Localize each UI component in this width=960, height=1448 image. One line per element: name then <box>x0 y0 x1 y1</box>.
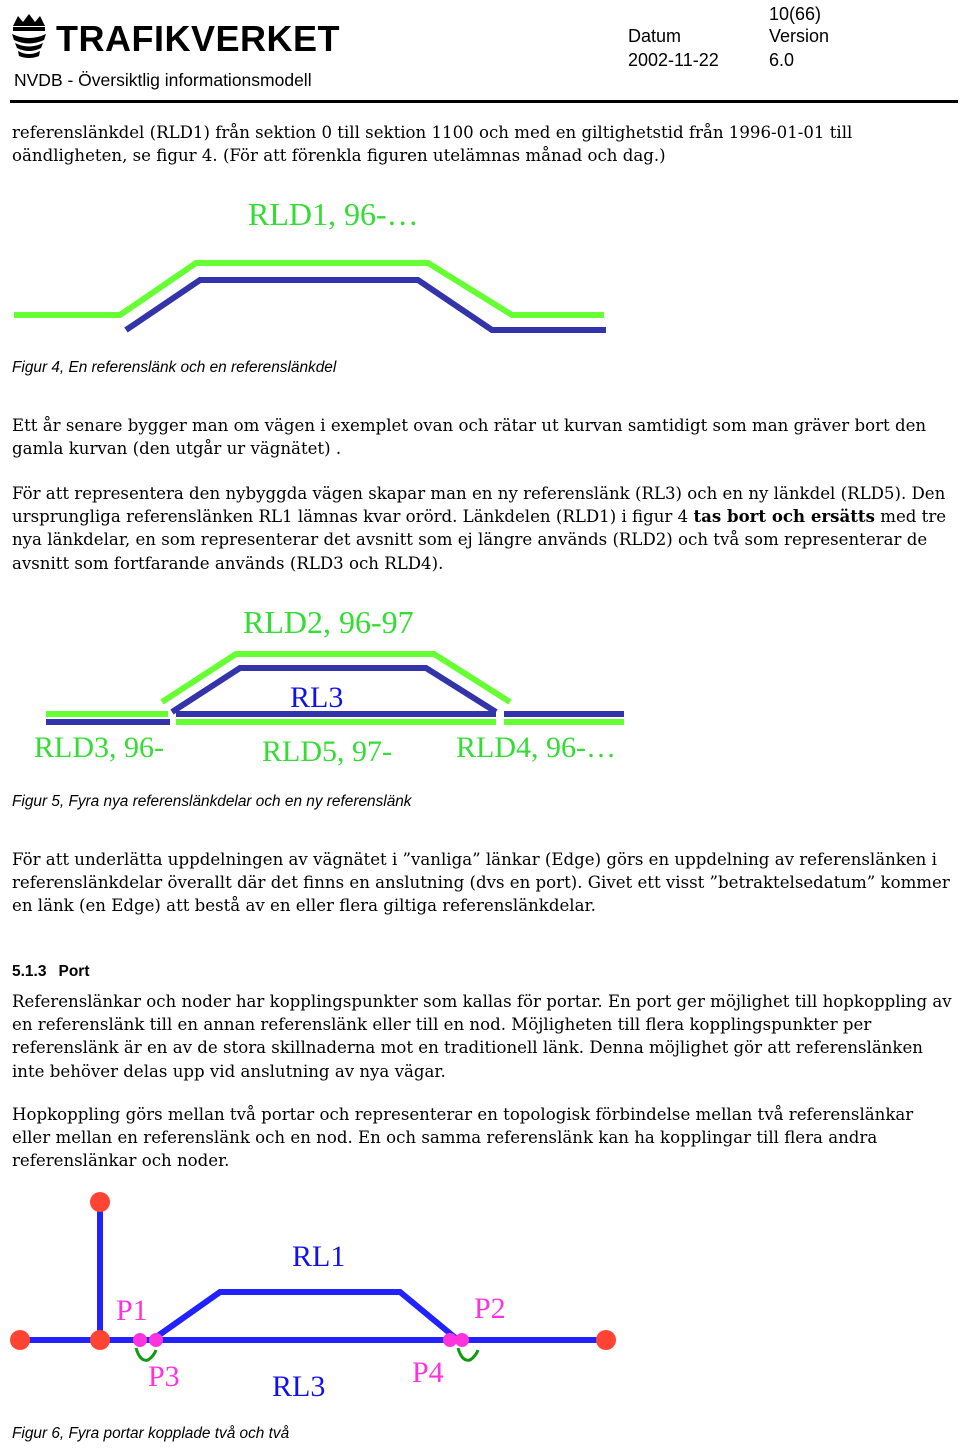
fig6-node-right <box>596 1330 616 1350</box>
paragraph-1: referenslänkdel (RLD1) från sektion 0 till sektion 1100 och med en giltighetstid från 1996-01-01 till oändligheten, se figur 4. (För att förenkla figuren utelämnas månad och dag.) <box>12 123 853 166</box>
figure-4-caption: Figur 4, En referenslänk och en referenslänkdel <box>12 359 337 376</box>
fig6-node-left <box>10 1330 30 1350</box>
figure-5-caption: Figur 5, Fyra nya referenslänkdelar och en ny referenslänk <box>12 793 412 810</box>
section-heading <box>12 963 101 981</box>
fig6-port-p1 <box>133 1333 147 1347</box>
fig6-label-rl1: RL1 <box>292 1240 346 1273</box>
fig6-rl1-line <box>152 1292 458 1340</box>
version-value: 6.0 <box>769 50 795 70</box>
figure-6-caption: Figur 6, Fyra portar kopplade två och två <box>12 1425 290 1442</box>
fig6-label-rl3: RL3 <box>272 1370 326 1403</box>
fig6-label-p2: P2 <box>474 1292 506 1325</box>
paragraph-4: För att underlätta uppdelningen av vägnätet i ”vanliga” länkar (Edge) görs en uppdelning av referenslänken i referenslänkdelar överallt där det finns en anslutning (dvs en port). Givet ett visst ”betraktelsedatum” kommer en länk (en Edge) att bestå av en eller flera giltiga referenslänkdelar. <box>12 850 950 916</box>
fig5-label-rld4: RLD4, 96-… <box>456 731 616 764</box>
crown-icon <box>8 12 50 60</box>
fig6-label-p1: P1 <box>116 1294 148 1327</box>
paragraph-3-part1: För att representera den nybyggda vägen skapar man en ny referenslänk (RL3) och en ny länkdel (RLD5). Den ursprungliga referenslänken RL1 lämnas kvar orörd. Länkdelen (RLD1) i figur 4 <box>12 484 946 527</box>
fig5-label-rld2: RLD2, 96-97 <box>243 604 414 640</box>
header-rule <box>10 100 958 103</box>
fig4-label-rld1: RLD1, 96-… <box>248 196 419 232</box>
logo <box>8 12 50 65</box>
fig6-connection-right <box>458 1348 478 1360</box>
paragraph-2: Ett år senare bygger man om vägen i exemplet ovan och rätar ut kurvan samtidigt som man gräver bort den gamla kurvan (den utgår ur vägnätet) . <box>12 416 927 459</box>
figure-4-diagram <box>0 240 960 350</box>
fig6-node-p1 <box>90 1330 110 1350</box>
fig5-label-rld3: RLD3, 96- <box>34 731 164 764</box>
fig5-rld2-line <box>162 654 510 702</box>
fig6-port-p4 <box>443 1333 457 1347</box>
fig6-label-p3: P3 <box>148 1360 180 1393</box>
fig6-connection-left <box>136 1348 156 1360</box>
fig6-label-p4: P4 <box>412 1356 444 1389</box>
paragraph-6: Hopkoppling görs mellan två portar och representerar en topologisk förbindelse mellan två referenslänkar eller mellan en referenslänk och en nod. En och samma referenslänk kan ha kopplingar till flera andra referenslänkar och noder. <box>12 1105 914 1171</box>
date-label: Datum <box>628 26 682 46</box>
fig5-label-rld5: RLD5, 97- <box>262 735 392 768</box>
section-title: Port <box>58 963 90 980</box>
paragraph-3-part2: med tre nya länkdelar, en som representerar det avsnitt som ej längre används (RLD2) och två som representerar de avsnitt som fortfarande används (RLD3 och RLD4). <box>12 507 947 573</box>
fig5-label-rl3: RL3 <box>290 681 344 714</box>
fig4-rld1-line <box>14 263 604 315</box>
fig6-node-top <box>90 1192 110 1212</box>
fig6-port-p2 <box>455 1333 469 1347</box>
version-label: Version <box>769 26 830 46</box>
paragraph-5: Referenslänkar och noder har kopplingspunkter som kallas för portar. En port ger möjlighet till hopkoppling av en referenslänk till en annan referenslänk eller till en nod. Möjligheten till flera kopplingspunkter per referenslänk är en av de stora skillnaderna mot en traditionell länk. Denna möjlighet gör att referenslänken inte behöver delas upp vid anslutning av nya vägar. <box>12 992 952 1081</box>
figure-6-diagram <box>0 1190 960 1390</box>
page-number: 10(66) <box>769 4 822 24</box>
figure-5-diagram <box>0 640 960 740</box>
document-title: NVDB - Översiktlig informationsmodell <box>14 70 312 90</box>
fig4-rl1-line <box>126 280 606 330</box>
paragraph-3-bold: tas bort och ersätts <box>693 506 875 527</box>
paragraph-3 <box>12 482 952 575</box>
fig5-rl1-line <box>172 668 496 712</box>
fig6-port-p3 <box>149 1333 163 1347</box>
date-value: 2002-11-22 <box>628 50 719 70</box>
section-number: 5.1.3 <box>12 963 47 980</box>
brand-name: TRAFIKVERKET <box>56 18 340 59</box>
